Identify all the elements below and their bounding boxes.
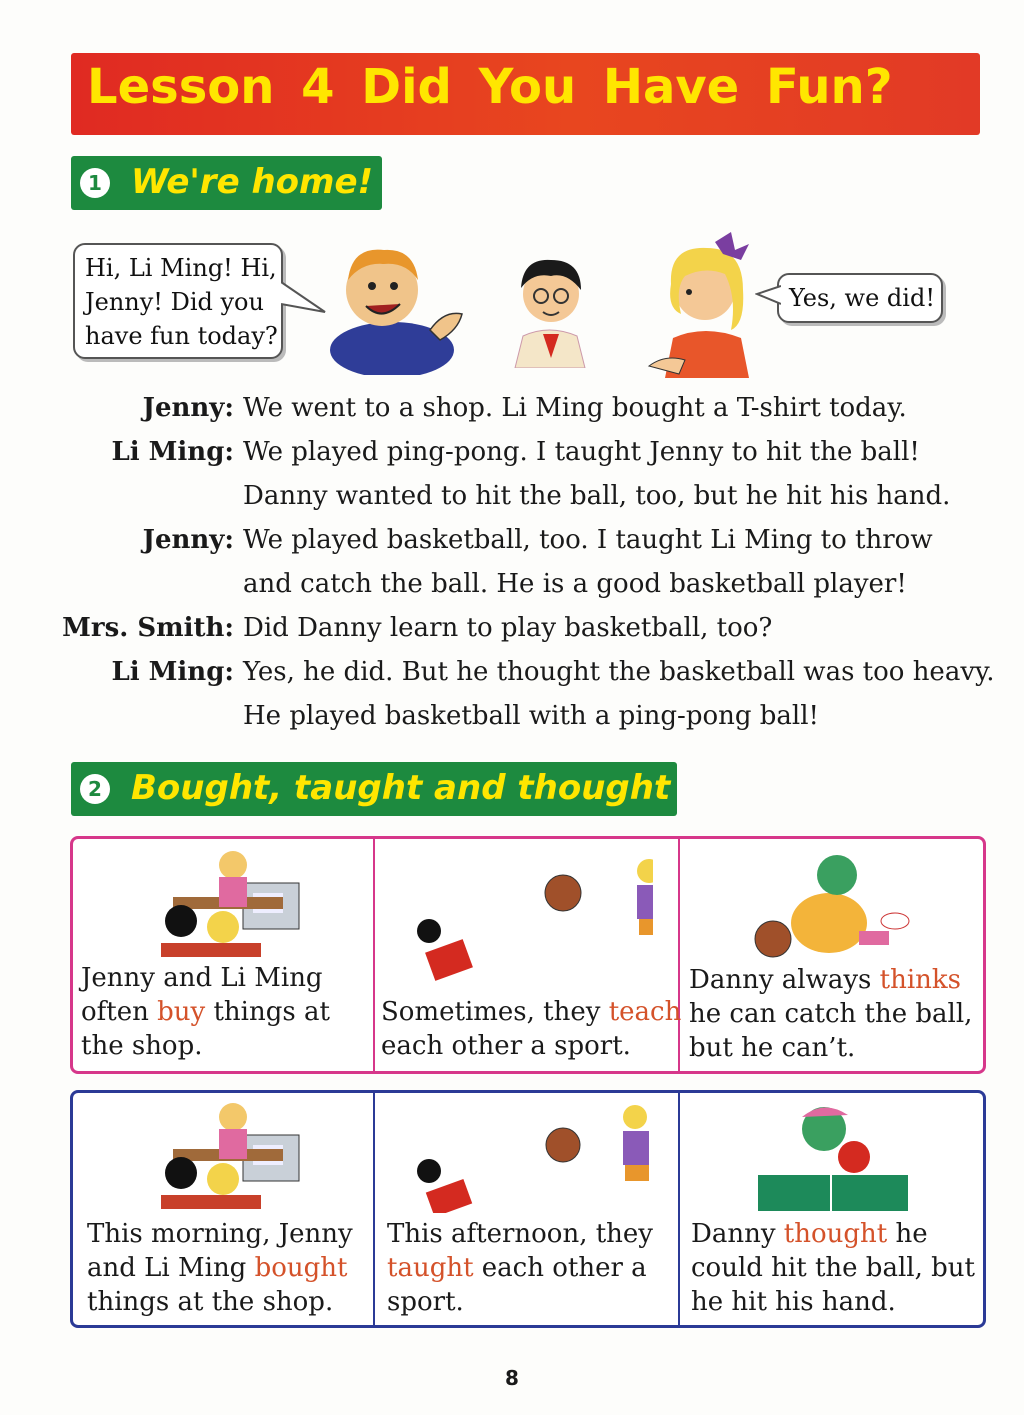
caption-line: but he can’t. [689, 1033, 856, 1063]
speech-bubble-right [777, 273, 943, 323]
keyword-bought: bought [254, 1253, 348, 1283]
bubble-line: have fun today? [85, 322, 278, 350]
dialogue-text: Yes, he did. But he thought the basketball was too heavy. [243, 657, 995, 687]
lesson-title: Lesson 4 Did You Have Fun? [87, 59, 893, 115]
li-ming-illustration [505, 248, 595, 368]
dialogue-text: We played ping-pong. I taught Jenny to hit the ball! [243, 437, 920, 467]
caption-line: taught each other a [387, 1253, 647, 1283]
dialogue-text: We went to a shop. Li Ming bought a T-shirt today. [243, 393, 907, 423]
caption-line: Danny thought he [691, 1219, 928, 1249]
caption-thought [691, 1217, 975, 1319]
keyword-buy: buy [157, 997, 206, 1027]
dialogue-text: and catch the ball. He is a good basketball player! [243, 569, 907, 599]
speaker-name: Mrs. Smith: [62, 613, 234, 643]
jenny-illustration [645, 228, 765, 378]
speech-bubble-right-tail [755, 284, 781, 310]
caption-line: and Li Ming bought [87, 1253, 348, 1283]
dialogue-text: We played basketball, too. I taught Li Ming to throw [243, 525, 933, 555]
section-1-title: We're home! [131, 162, 374, 202]
keyword-thought: thought [783, 1219, 888, 1249]
caption-line: This afternoon, they [387, 1219, 653, 1249]
speaker-name: Jenny: [142, 393, 234, 423]
page-number: 8 [505, 1366, 519, 1390]
caption-line: each other a sport. [381, 1031, 631, 1061]
caption-line: Jenny and Li Ming [81, 963, 323, 993]
caption-bought [87, 1217, 353, 1319]
danny-ping-pong-illustration [758, 1099, 918, 1211]
basketball-throw-illustration [413, 853, 653, 983]
danny-sitting-illustration [733, 853, 923, 965]
lesson-title-bar [71, 53, 980, 135]
speaker-name: Li Ming: [111, 437, 234, 467]
bubble-line: Yes, we did! [789, 284, 935, 312]
caption-line: often buy things at [81, 997, 330, 1027]
shop-illustration [153, 847, 323, 959]
keyword-taught: taught [387, 1253, 474, 1283]
section-2-header [71, 762, 677, 816]
section-2-number: 2 [80, 774, 110, 804]
keyword-thinks: thinks [879, 965, 962, 995]
caption-taught [387, 1217, 653, 1319]
danny-illustration [322, 240, 472, 375]
caption-line: he can catch the ball, [689, 999, 973, 1029]
vocab-grid-present [70, 836, 986, 1074]
dialogue-text: He played basketball with a ping-pong ball! [243, 701, 819, 731]
caption-line: could hit the ball, but [691, 1253, 975, 1283]
caption-line: Danny always thinks [689, 965, 962, 995]
caption-line: the shop. [81, 1031, 203, 1061]
caption-line: things at the shop. [87, 1287, 334, 1317]
caption-line: sport. [387, 1287, 464, 1317]
basketball-throw-illustration [413, 1101, 653, 1213]
section-1-header [71, 156, 382, 210]
bubble-line: Hi, Li Ming! Hi, [85, 254, 277, 282]
keyword-teach: teach [608, 997, 682, 1027]
section-2-title: Bought, taught and thought [131, 768, 671, 808]
vocab-grid-past [70, 1090, 986, 1328]
dialogue-text: Did Danny learn to play basketball, too? [243, 613, 773, 643]
caption-teach [381, 995, 681, 1063]
bubble-line: Jenny! Did you [85, 288, 264, 316]
shop-illustration [153, 1099, 323, 1211]
section-1-number: 1 [80, 168, 110, 198]
speaker-name: Jenny: [142, 525, 234, 555]
caption-thinks [689, 963, 972, 1065]
speaker-name: Li Ming: [111, 657, 234, 687]
caption-buy [81, 961, 330, 1063]
speech-bubble-left [73, 243, 283, 359]
caption-line: he hit his hand. [691, 1287, 896, 1317]
caption-line: This morning, Jenny [87, 1219, 353, 1249]
caption-line: Sometimes, they teach [381, 997, 682, 1027]
dialogue-text: Danny wanted to hit the ball, too, but he hit his hand. [243, 481, 951, 511]
